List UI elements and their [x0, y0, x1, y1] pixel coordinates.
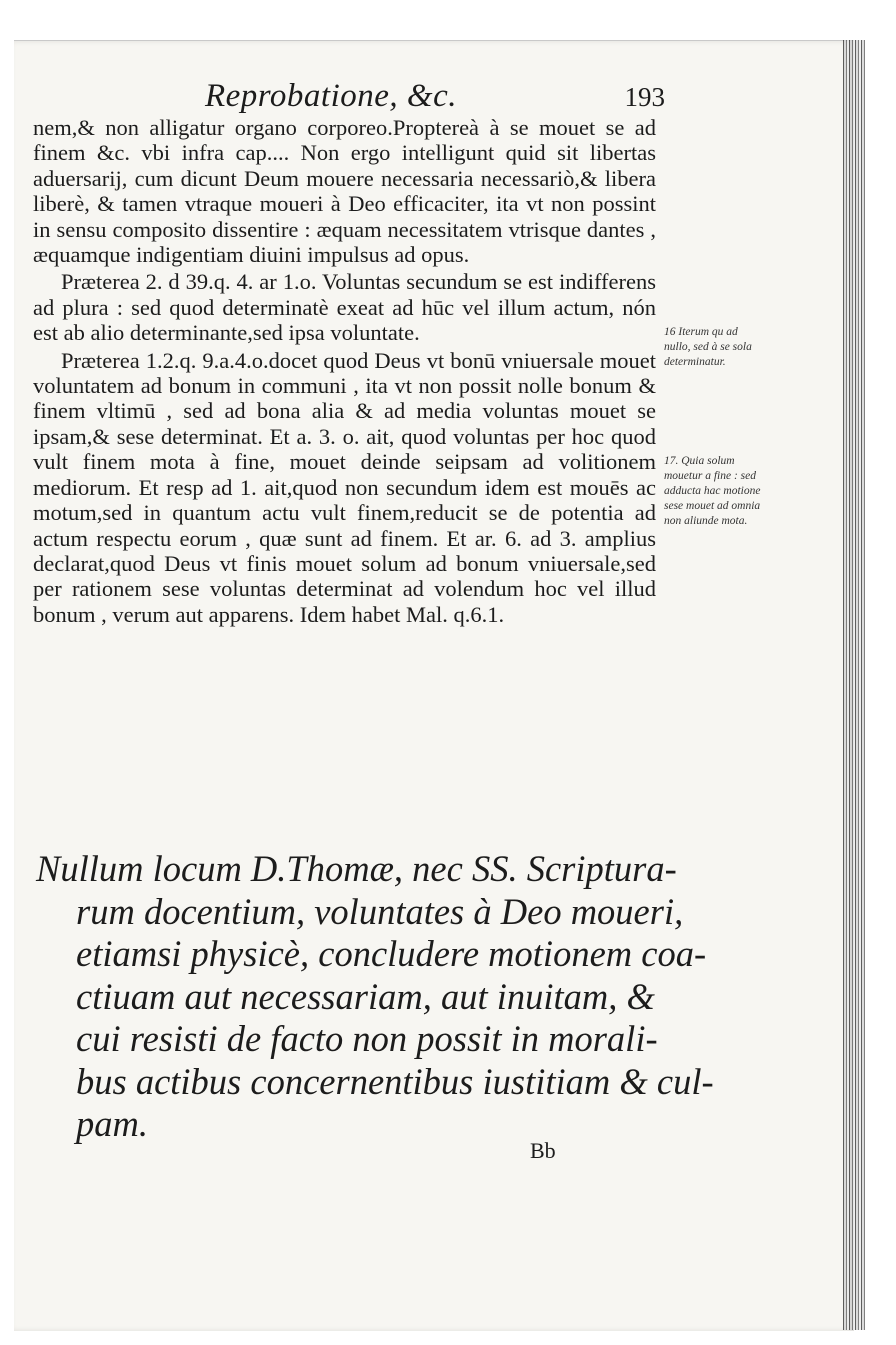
marginal-note-17: 17. Quia solum mouetur a fine : sed adducta hac motione sese mouet ad omnia non aliunde mota. — [664, 455, 761, 527]
paragraph-3: Præterea 1.2.q. 9.a.4.o.docet quod Deus vt bonū vniuersale mouet voluntatem ad bonum in communi , ita vt non possit nolle bonum & finem vltimū , sed ad bona alia & ad media voluntas mouet se ipsam,& sese determinat. Et a. 3. o. ait, quod voluntas per hoc quod vult finem mota à fine, mouet deinde seipsam ad volitionem mediorum. Et resp ad 1. ait,quod non secundum idem est mouēs ac motum,sed in quantum actu vult finem,reducit se de potentia ad actum respectu eorum , quæ sunt ad finem. Et ar. 6. ad 3. amplius declarat,quod Deus vt finis mouet solum ad bonum vniuersale,sed per rationem sese voluntas determinat ad volendum hoc vel illud bonum , verum aut apparens. Idem habet Mal. q.6.1. — [33, 347, 656, 627]
thesis-line-5: cui resisti de facto non possit in morali- — [76, 1018, 658, 1059]
page-number: 193 — [624, 82, 665, 112]
thesis-statement — [36, 848, 714, 1146]
running-head: Reprobatione, &c. — [205, 78, 457, 114]
page-header — [205, 78, 665, 118]
thesis-line-6: bus actibus concernentibus iustitiam & cul- — [76, 1060, 714, 1102]
catchword: Bb — [530, 1138, 556, 1163]
thesis-line-4: ctiuam aut necessariam, aut inuitam, & — [76, 975, 655, 1017]
thesis-line-1: Nullum locum D.Thomæ, nec SS. Scriptura- — [36, 848, 677, 889]
main-text-block — [33, 115, 656, 627]
paragraph-2: Præterea 2. d 39.q. 4. ar 1.o. Voluntas secundum se est indifferens ad plura : sed quod determinatè exeat ad hūc vel illum actum, nón est ab alio determinante,sed ipsa voluntate. — [33, 269, 656, 346]
thesis-line-2: rum docentium, voluntates à Deo moueri, — [76, 890, 684, 932]
thesis-line-7: pam. — [76, 1103, 148, 1144]
thesis-line-3: etiamsi physicè, concludere motionem coa- — [76, 933, 707, 974]
marginal-note-16: 16 Iterum qu ad nullo, sed à se sola determinatur. — [664, 326, 752, 368]
paragraph-1: nem,& non alligatur organo corporeo.Proptereà à se mouet se ad finem &c. vbi infra cap.... Non ergo intelligunt quid sit libertas aduersarij, cum dicunt Deum mouere necessaria necessariò,& libera liberè, & tamen vtraque moueri à Deo efficaciter, ita vt non possint in sensu composito dissentire : æquam necessitatem vtrisque dantes , æquamque indigentiam diuini impulsus ad opus. — [33, 115, 656, 268]
book-spine-edge — [843, 40, 865, 1330]
